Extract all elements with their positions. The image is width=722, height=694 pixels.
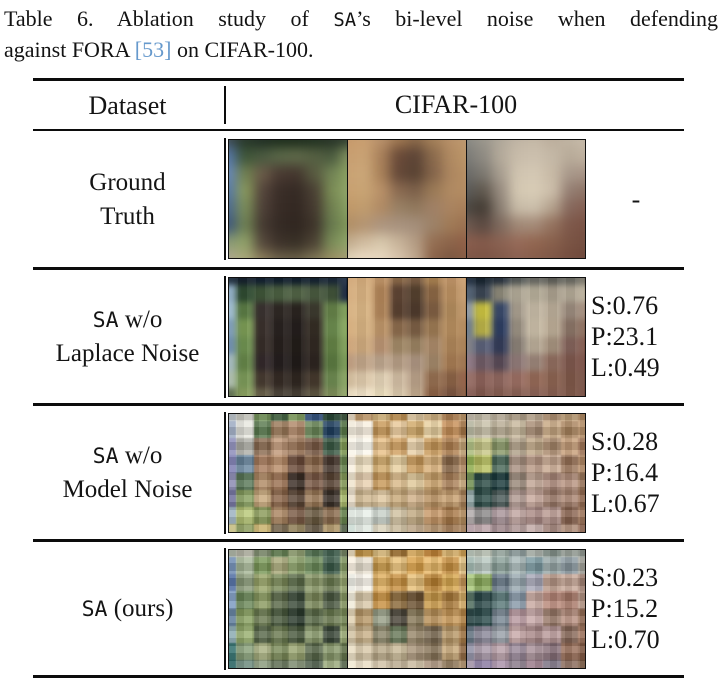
- metric-similarity: S:0.23: [591, 563, 659, 592]
- column-divider: [224, 276, 226, 398]
- row-label-text: (ours): [107, 594, 174, 622]
- ours-reconstruction-bird: [466, 549, 586, 669]
- row-sa-wo-model-noise: [33, 406, 684, 539]
- ground-truth-image-elephant: [228, 139, 348, 259]
- caption-line-2: [4, 35, 718, 65]
- row-label-text: Model Noise: [62, 476, 193, 503]
- caption-line-1: [4, 4, 718, 35]
- row-label: [33, 592, 222, 626]
- row-ground-truth: [33, 131, 684, 267]
- caption-text: on CIFAR-100.: [171, 37, 314, 62]
- metrics-cell: [588, 562, 684, 655]
- ours-reconstruction-elephant: [228, 549, 348, 669]
- ground-truth-image-bird: [466, 139, 586, 259]
- header-dataset: Dataset: [88, 90, 167, 120]
- citation-link[interactable]: [53]: [134, 37, 172, 62]
- metric-lpips: L:0.70: [591, 625, 660, 654]
- metric-psnr: P:16.4: [591, 458, 659, 487]
- row-label-mono: SA: [92, 308, 119, 333]
- header-cifar100: CIFAR-100: [394, 90, 518, 119]
- metrics-cell: [588, 426, 684, 519]
- metric-psnr: P:23.1: [591, 322, 659, 351]
- header-column-divider: [224, 86, 226, 124]
- caption-sa-term: SA: [333, 9, 357, 31]
- metric-value: -: [631, 184, 641, 214]
- noisy-reconstruction-elephant: [228, 413, 348, 533]
- row-label-text: Ground: [89, 168, 166, 196]
- image-strip: [228, 549, 588, 669]
- metric-psnr: P:15.2: [591, 594, 659, 623]
- row-label-text: Truth: [100, 202, 155, 230]
- row-label-text: w/o: [118, 306, 163, 333]
- row-sa-ours: [33, 542, 684, 675]
- row-label-mono: SA: [92, 444, 119, 469]
- column-divider: [224, 138, 226, 260]
- row-label: [33, 303, 222, 370]
- caption-text: against FORA: [4, 37, 135, 62]
- reconstruction-image-bedroom: [347, 277, 467, 397]
- row-label-text: w/o: [118, 442, 163, 469]
- table-caption: [4, 4, 718, 65]
- metrics-cell: [588, 290, 684, 383]
- image-strip: [228, 277, 588, 397]
- metric-similarity: S:0.28: [591, 427, 659, 456]
- reconstruction-image-elephant: [228, 277, 348, 397]
- reconstruction-image-bird: [466, 277, 586, 397]
- noisy-reconstruction-bird: [466, 413, 586, 533]
- metric-lpips: L:0.67: [591, 489, 660, 518]
- ours-reconstruction-bedroom: [347, 549, 467, 669]
- caption-text: ’s bi-level noise when defending: [356, 6, 718, 31]
- row-label-text: Laplace Noise: [55, 340, 200, 367]
- image-strip: [228, 413, 588, 533]
- ablation-table: [33, 78, 684, 678]
- row-label: [33, 439, 222, 506]
- column-divider: [224, 548, 226, 670]
- table-header-row: [33, 81, 684, 129]
- row-label-mono: SA: [81, 596, 108, 622]
- metric-lpips: L:0.49: [591, 353, 660, 382]
- image-strip: [228, 139, 588, 259]
- ground-truth-image-bedroom: [347, 139, 467, 259]
- row-label: [33, 166, 222, 233]
- metrics-cell: [588, 184, 684, 215]
- metric-similarity: S:0.76: [591, 291, 659, 320]
- noisy-reconstruction-bedroom: [347, 413, 467, 533]
- row-sa-wo-laplace-noise: [33, 270, 684, 403]
- column-divider: [224, 412, 226, 534]
- caption-text: Table 6. Ablation study of: [4, 6, 334, 31]
